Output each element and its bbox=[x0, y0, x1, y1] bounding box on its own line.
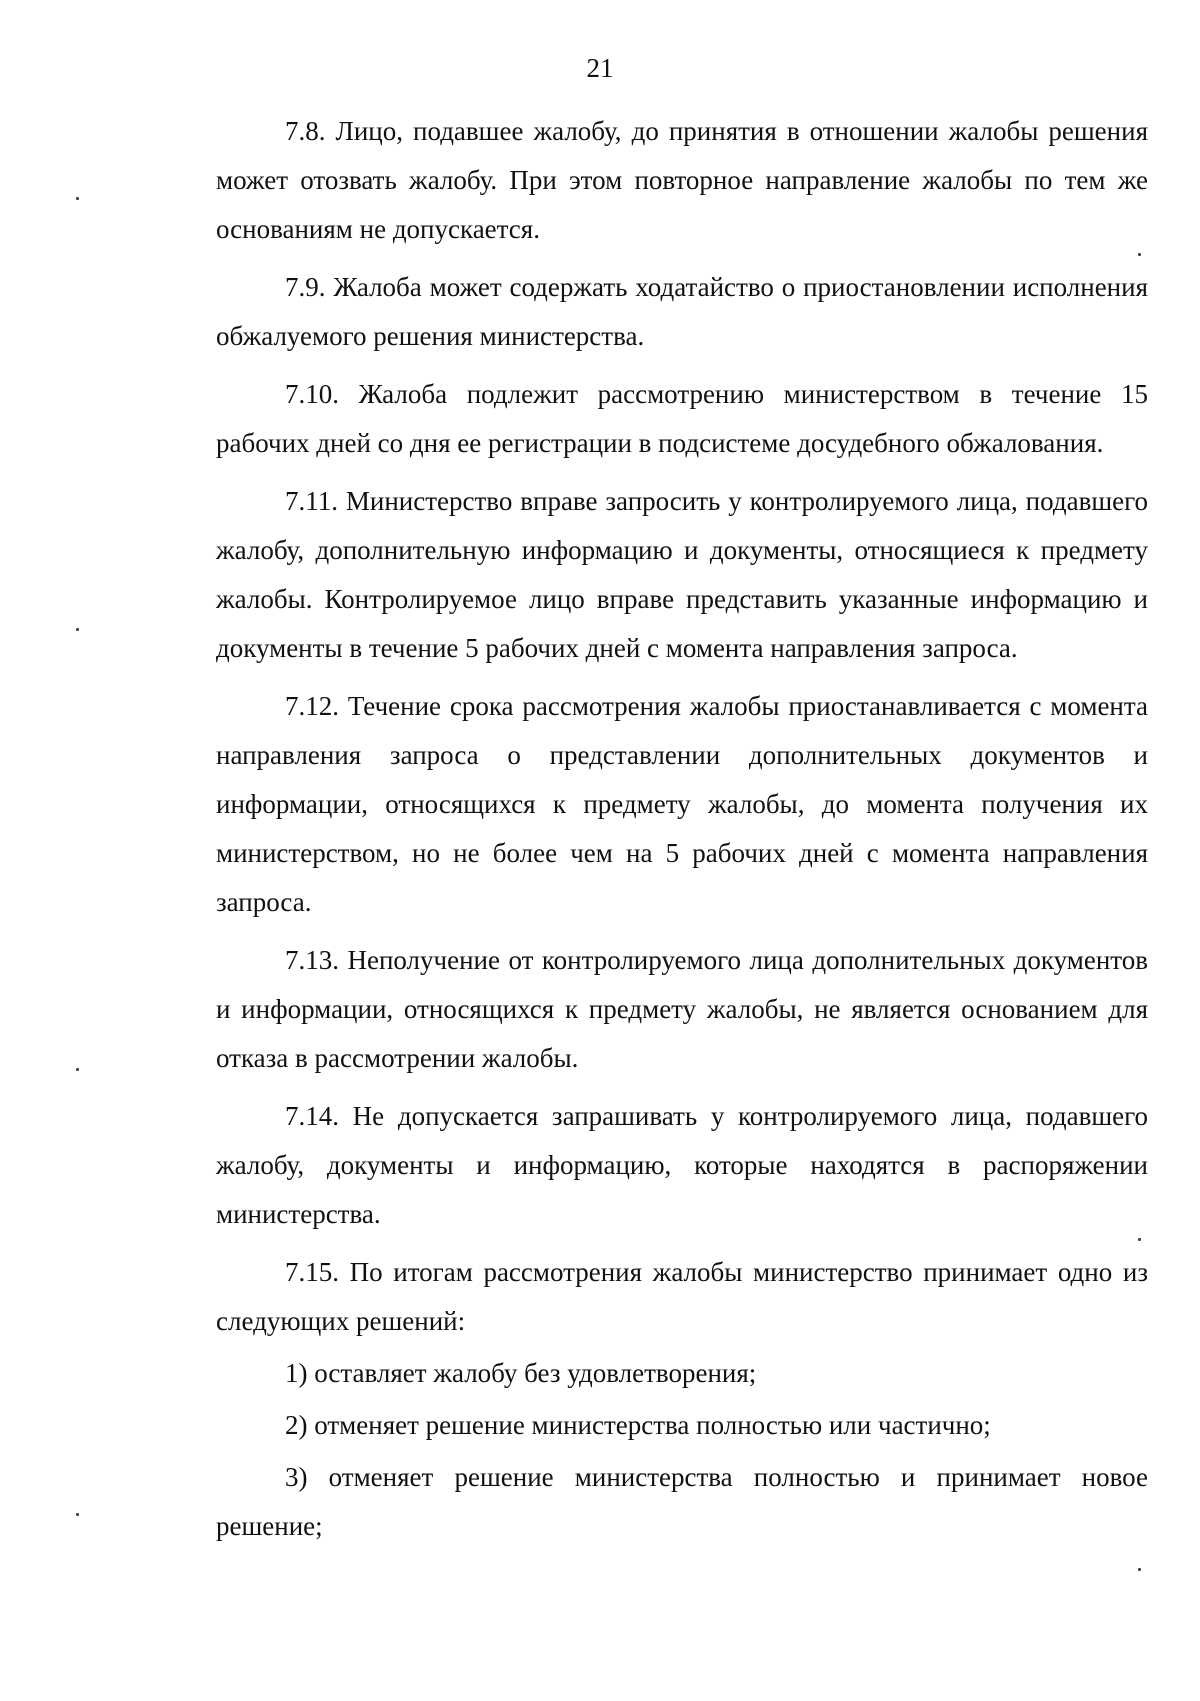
scan-speck bbox=[76, 197, 79, 200]
scan-speck bbox=[76, 1513, 79, 1516]
paragraph-7-14: 7.14. Не допускается запрашивать у контролируемого лица, подавшего жалобу, документы и информацию, которые находятся в распоряжении министерства. bbox=[216, 1101, 1148, 1229]
scan-speck bbox=[1138, 253, 1141, 256]
paragraph-7-8: 7.8. Лицо, подавшее жалобу, до принятия в отношении жалобы решения может отозвать жалобу. При этом повторное направление жалобы по тем же основаниям не допускается. bbox=[216, 116, 1148, 244]
page-number: 21 bbox=[586, 53, 614, 83]
paragraph-7-9: 7.9. Жалоба может содержать ходатайство о приостановлении исполнения обжалуемого решения министерства. bbox=[216, 272, 1148, 351]
list-item-1: 1) оставляет жалобу без удовлетворения; bbox=[285, 1358, 757, 1388]
scan-speck bbox=[1138, 1238, 1141, 1241]
scan-speck bbox=[76, 628, 79, 631]
scan-speck bbox=[76, 1068, 79, 1071]
paragraph-7-15: 7.15. По итогам рассмотрения жалобы министерство принимает одно из следующих решений: bbox=[216, 1257, 1148, 1336]
paragraph-7-12: 7.12. Течение срока рассмотрения жалобы приостанавливается с момента направления запроса о представлении дополнительных документов и информации, относящихся к предмету жалобы, до момента получения их министерством, но не более чем на 5 рабочих дней с момента направления запроса. bbox=[216, 691, 1148, 917]
list-item-2: 2) отменяет решение министерства полностью или частично; bbox=[285, 1410, 991, 1440]
document-body bbox=[216, 107, 1148, 1554]
paragraph-7-13: 7.13. Неполучение от контролируемого лица дополнительных документов и информации, относящихся к предмету жалобы, не является основанием для отказа в рассмотрении жалобы. bbox=[216, 945, 1148, 1073]
list-item-3: 3) отменяет решение министерства полностью и принимает новое решение; bbox=[216, 1462, 1148, 1541]
paragraph-7-11: 7.11. Министерство вправе запросить у контролируемого лица, подавшего жалобу, дополнительную информацию и документы, относящиеся к предмету жалобы. Контролируемое лицо вправе представить указанные информацию и документы в течение 5 рабочих дней с момента направления запроса. bbox=[216, 486, 1148, 663]
scan-speck bbox=[1138, 1568, 1141, 1571]
paragraph-7-10: 7.10. Жалоба подлежит рассмотрению министерством в течение 15 рабочих дней со дня ее регистрации в подсистеме досудебного обжалования. bbox=[216, 379, 1148, 458]
